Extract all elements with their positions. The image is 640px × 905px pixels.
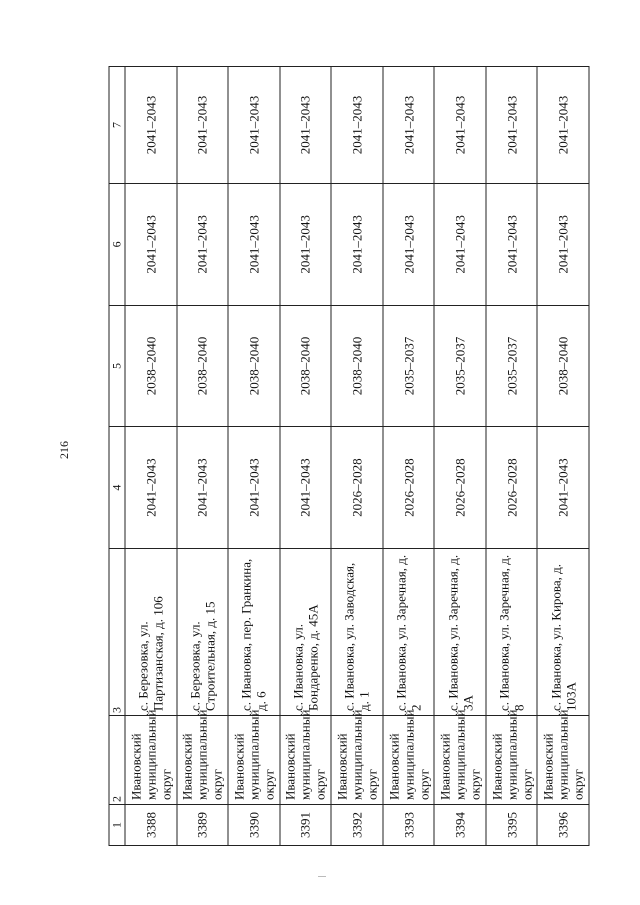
period-col6: 2041–2043 [279, 184, 331, 306]
column-header-4: 4 [109, 427, 125, 549]
period-col5: 2038–2040 [176, 305, 228, 427]
period-col4: 2041–2043 [125, 427, 177, 549]
district-cell: Ивановский муниципальный округ [331, 716, 383, 805]
table-container [108, 66, 589, 846]
period-col4: 2041–2043 [537, 427, 589, 549]
address-cell: с. Ивановка, ул. Бондаренко, д. 45А [279, 549, 331, 716]
period-col7: 2041–2043 [331, 67, 383, 184]
row-number: 3388 [125, 805, 177, 846]
address-cell: с. Березовка, ул. Партизанская, д. 106 [125, 549, 177, 716]
period-col4: 2026–2028 [434, 427, 486, 549]
column-header-5: 5 [109, 305, 125, 427]
table-row [176, 67, 228, 846]
row-number: 3394 [434, 805, 486, 846]
period-col6: 2041–2043 [176, 184, 228, 306]
period-col5: 2038–2040 [331, 305, 383, 427]
header-row [109, 67, 125, 846]
period-col6: 2041–2043 [125, 184, 177, 306]
period-col7: 2041–2043 [176, 67, 228, 184]
table-header [109, 67, 125, 846]
scan-mark [318, 876, 326, 877]
column-header-7: 7 [109, 67, 125, 184]
row-number: 3390 [228, 805, 280, 846]
table-row [434, 67, 486, 846]
column-header-2: 2 [109, 716, 125, 805]
period-col7: 2041–2043 [434, 67, 486, 184]
period-col4: 2041–2043 [279, 427, 331, 549]
period-col7: 2041–2043 [537, 67, 589, 184]
schedule-table [108, 66, 589, 846]
page-number: 216 [57, 441, 71, 459]
column-header-1: 1 [109, 805, 125, 846]
table-row [331, 67, 383, 846]
table-row [125, 67, 177, 846]
address-cell: с. Ивановка, ул. Заречная, д. 8 [485, 549, 537, 716]
district-cell: Ивановский муниципальный округ [228, 716, 280, 805]
period-col7: 2041–2043 [485, 67, 537, 184]
row-number: 3392 [331, 805, 383, 846]
period-col4: 2026–2028 [382, 427, 434, 549]
address-cell: с. Ивановка, ул. Заречная, д. 3А [434, 549, 486, 716]
period-col7: 2041–2043 [228, 67, 280, 184]
table-row [279, 67, 331, 846]
address-cell: с. Ивановка, ул. Заводская, д. 1 [331, 549, 383, 716]
period-col5: 2035–2037 [382, 305, 434, 427]
address-cell: с. Березовка, ул. Строительная, д. 15 [176, 549, 228, 716]
period-col4: 2041–2043 [176, 427, 228, 549]
period-col5: 2038–2040 [125, 305, 177, 427]
period-col6: 2041–2043 [434, 184, 486, 306]
district-cell: Ивановский муниципальный округ [485, 716, 537, 805]
period-col6: 2041–2043 [485, 184, 537, 306]
period-col7: 2041–2043 [279, 67, 331, 184]
district-cell: Ивановский муниципальный округ [382, 716, 434, 805]
period-col5: 2038–2040 [279, 305, 331, 427]
period-col4: 2026–2028 [485, 427, 537, 549]
row-number: 3389 [176, 805, 228, 846]
table-body [125, 67, 589, 846]
district-cell: Ивановский муниципальный округ [125, 716, 177, 805]
period-col7: 2041–2043 [125, 67, 177, 184]
row-number: 3393 [382, 805, 434, 846]
column-header-6: 6 [109, 184, 125, 306]
row-number: 3396 [537, 805, 589, 846]
address-cell: с. Ивановка, пер. Гранкина, д. 6 [228, 549, 280, 716]
district-cell: Ивановский муниципальный округ [537, 716, 589, 805]
period-col6: 2041–2043 [382, 184, 434, 306]
period-col5: 2035–2037 [485, 305, 537, 427]
period-col6: 2041–2043 [537, 184, 589, 306]
period-col4: 2026–2028 [331, 427, 383, 549]
period-col5: 2038–2040 [537, 305, 589, 427]
district-cell: Ивановский муниципальный округ [279, 716, 331, 805]
table-row [537, 67, 589, 846]
row-number: 3391 [279, 805, 331, 846]
address-cell: с. Ивановка, ул. Кирова, д. 103А [537, 549, 589, 716]
row-number: 3395 [485, 805, 537, 846]
period-col6: 2041–2043 [228, 184, 280, 306]
district-cell: Ивановский муниципальный округ [434, 716, 486, 805]
table-row [382, 67, 434, 846]
column-header-3: 3 [109, 549, 125, 716]
table-row [485, 67, 537, 846]
address-cell: с. Ивановка, ул. Заречная, д. 2 [382, 549, 434, 716]
period-col6: 2041–2043 [331, 184, 383, 306]
table-row [228, 67, 280, 846]
district-cell: Ивановский муниципальный округ [176, 716, 228, 805]
period-col5: 2035–2037 [434, 305, 486, 427]
period-col5: 2038–2040 [228, 305, 280, 427]
period-col7: 2041–2043 [382, 67, 434, 184]
period-col4: 2041–2043 [228, 427, 280, 549]
